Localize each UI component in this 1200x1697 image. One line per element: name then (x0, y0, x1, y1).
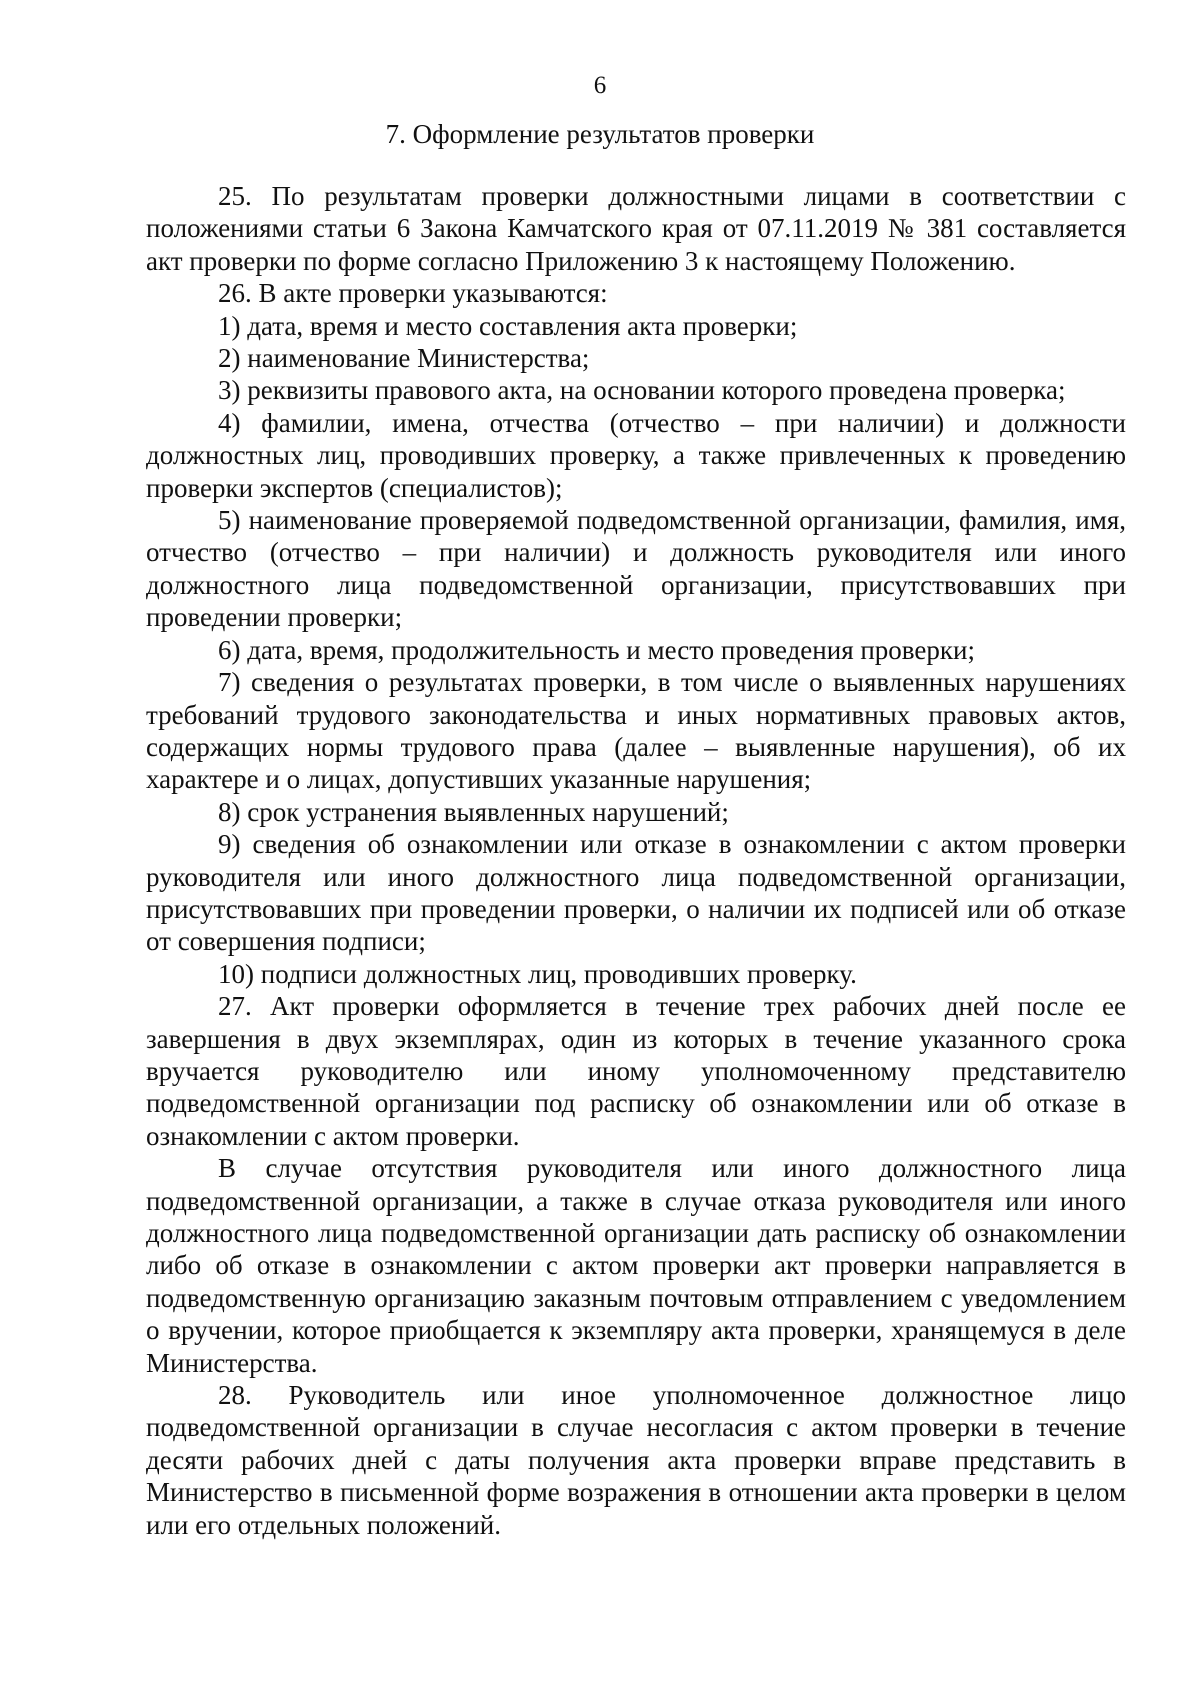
paragraph-27: 27. Акт проверки оформляется в течение трех рабочих дней после ее завершения в двух экземплярах, один из которых в течение указанного срока вручается руководителю или иному уполномоченному представителю подведомственной организации под расписку об ознакомлении или об отказе в ознакомлении с актом проверки. (146, 991, 1126, 1151)
paragraph-25: 25. По результатам проверки должностными лицами в соответствии с положениями статьи 6 Закона Камчатского края от 07.11.2019 № 381 составляется акт проверки по форме согласно Приложению 3 к настоящему Положению. (146, 181, 1126, 276)
list-item-9: 9) сведения об ознакомлении или отказе в ознакомлении с актом проверки руководителя или иного должностного лица подведомственной организации, присутствовавших при проведении проверки, о наличии их подписей или об отказе от совершения подписи; (146, 829, 1126, 957)
list-item-7: 7) сведения о результатах проверки, в том числе о выявленных нарушениях требований трудового законодательства и иных нормативных правовых актов, содержащих нормы трудового права (далее – выявленные нарушения), об их характере и о лицах, допустивших указанные нарушения; (146, 667, 1126, 795)
section-title: 7. Оформление результатов проверки (385, 119, 815, 149)
paragraph-26: 26. В акте проверки указываются: (218, 278, 608, 309)
list-item-5: 5) наименование проверяемой подведомственной организации, фамилия, имя, отчество (отчество – при наличии) и должность руководителя или иного должностного лица подведомственной организации, присутствовавших при проведении проверки; (146, 505, 1126, 633)
page-number: 6 (593, 72, 607, 99)
paragraph-27-continued: В случае отсутствия руководителя или иного должностного лица подведомственной организации, а также в случае отказа руководителя или иного должностного лица подведомственной организации дать расписку об ознакомлении либо об отказе в ознакомлении с актом проверки акт проверки направляется в подведомственную организацию заказным почтовым отправлением с уведомлением о вручении, которое приобщается к экземпляру акта проверки, хранящемуся в деле Министерства. (146, 1153, 1126, 1378)
list-item-8: 8) срок устранения выявленных нарушений; (218, 796, 729, 827)
list-item-3: 3) реквизиты правового акта, на основании которого проведена проверка; (218, 375, 1066, 406)
paragraph-28: 28. Руководитель или иное уполномоченное должностное лицо подведомственной организации в случае несогласия с актом проверки в течение десяти рабочих дней с даты получения акта проверки вправе представить в Министерство в письменной форме возражения в отношении акта проверки в целом или его отдельных положений. (146, 1380, 1126, 1540)
list-item-1: 1) дата, время и место составления акта проверки; (218, 310, 798, 341)
list-item-2: 2) наименование Министерства; (218, 343, 590, 374)
list-item-10: 10) подписи должностных лиц, проводивших проверку. (218, 958, 857, 989)
list-item-6: 6) дата, время, продолжительность и место проведения проверки; (218, 634, 975, 665)
list-item-4: 4) фамилии, имена, отчества (отчество – при наличии) и должности должностных лиц, проводивших проверку, а также привлеченных к проведению проверки экспертов (специалистов); (146, 407, 1126, 503)
document-body (146, 180, 1126, 1541)
